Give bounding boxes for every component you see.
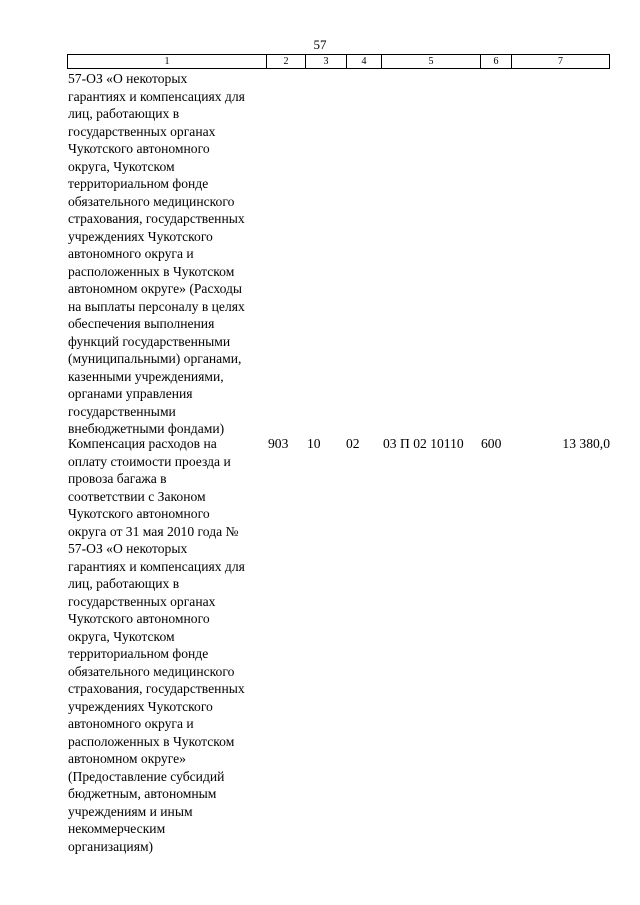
description-line: 57-ОЗ «О некоторых	[68, 71, 188, 86]
description-line: гарантиях и компенсациях для	[68, 88, 245, 104]
row-description	[68, 435, 268, 855]
column-header-2: 2	[267, 55, 306, 69]
description-line: территориальном фонде	[68, 646, 209, 661]
subsection-code: 02	[346, 436, 360, 451]
description-line: расположенных в Чукотском	[68, 733, 235, 749]
description-line: автономном округе»	[68, 751, 186, 766]
description-line: округа, Чукотском	[68, 628, 175, 644]
column-header-4: 4	[347, 55, 382, 69]
description-line: страхования, государственных	[68, 211, 245, 226]
description-line: округа, Чукотском	[68, 158, 175, 174]
description-line: бюджетным, автономным	[68, 786, 217, 801]
description-line: внебюджетными фондами)	[68, 421, 225, 436]
description-line: гарантиях и компенсациях для	[68, 558, 245, 574]
description-line: автономного округа и	[68, 716, 194, 731]
column-header-3: 3	[306, 55, 347, 69]
description-line: организациям)	[68, 838, 154, 854]
column-header-6: 6	[481, 55, 512, 69]
description-line: автономного округа и	[68, 246, 194, 261]
description-line: лиц, работающих в	[68, 576, 180, 591]
ministry-code: 903	[268, 436, 289, 451]
description-line: государственных органах	[68, 593, 216, 609]
description-line: лиц, работающих в	[68, 106, 180, 121]
description-line: обязательного медицинского	[68, 663, 235, 679]
description-line: округа от 31 мая 2010 года №	[68, 523, 239, 539]
column-header-1: 1	[68, 55, 267, 69]
description-line: соответствии с Законом	[68, 488, 206, 504]
amount-value: 13 380,0	[562, 436, 610, 451]
description-line: обеспечения выполнения	[68, 316, 215, 331]
description-line: расположенных в Чукотском	[68, 263, 235, 279]
description-line: органами управления	[68, 386, 193, 401]
description-line: на выплаты персоналу в целях	[68, 298, 245, 314]
section-code: 10	[307, 436, 321, 451]
description-line: оплату стоимости проезда и	[68, 453, 231, 469]
description-line: автономном округе» (Расходы	[68, 281, 243, 296]
description-line: учреждениям и иным	[68, 803, 193, 819]
column-header-table	[67, 54, 610, 69]
row-description-continued	[68, 70, 268, 438]
page-number: 57	[313, 37, 327, 52]
description-line: (муниципальными) органами,	[68, 351, 242, 366]
target-article-code: 03 П 02 10110	[383, 436, 464, 451]
description-line: провоза багажа в	[68, 471, 167, 486]
description-line: государственными	[68, 403, 176, 419]
description-line: 57-ОЗ «О некоторых	[68, 541, 188, 556]
description-line: учреждениях Чукотского	[68, 228, 213, 244]
description-line: Чукотского автономного	[68, 506, 210, 521]
description-line: Компенсация расходов на	[68, 436, 217, 451]
expense-type-code: 600	[481, 436, 502, 451]
description-line: обязательного медицинского	[68, 193, 235, 209]
column-header-5: 5	[382, 55, 481, 69]
description-line: Чукотского автономного	[68, 141, 210, 156]
description-line: Чукотского автономного	[68, 611, 210, 626]
description-line: (Предоставление субсидий	[68, 768, 225, 784]
description-line: страхования, государственных	[68, 681, 245, 696]
description-line: функций государственными	[68, 333, 231, 349]
description-line: учреждениях Чукотского	[68, 698, 213, 714]
description-line: некоммерческим	[68, 821, 166, 836]
description-line: государственных органах	[68, 123, 216, 139]
description-line: территориальном фонде	[68, 176, 209, 191]
column-header-7: 7	[512, 55, 610, 69]
description-line: казенными учреждениями,	[68, 368, 224, 384]
column-header-row	[68, 55, 610, 69]
